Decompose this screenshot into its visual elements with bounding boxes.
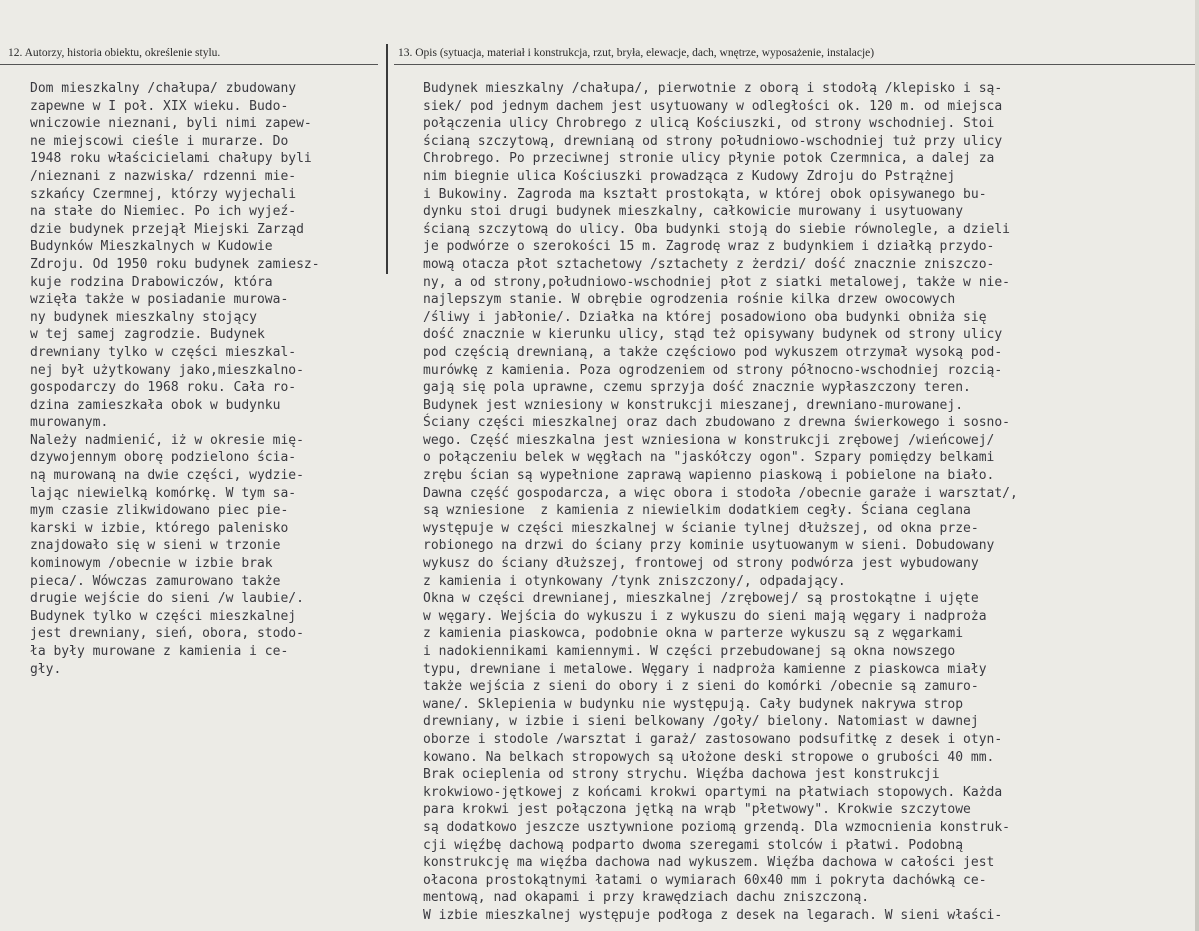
header-rule-right xyxy=(394,64,1199,65)
description-text-line: także wejścia z sieni do obory i z sieni do komórki /obecnie są zamuro- xyxy=(423,679,979,695)
description-text-line: nim biegnie ulica Kościuszki prowadząca z Kudowy Zdroju do Pstrążnej xyxy=(423,168,956,184)
description-text-line: wane/. Sklepienia w budynku nie występują. Cały budynek nakrywa strop xyxy=(423,696,964,712)
description-text-line: oborze i stodole /warsztat i garaż/ zastosowano podsufitkę z desek i otyn- xyxy=(423,731,1003,747)
description-text-line: gają się pola uprawne, czemu sprzyja dość znacznie wypłaszczony teren. xyxy=(423,380,971,396)
history-text-line: wzięła także w posiadanie murowa- xyxy=(30,292,289,308)
description-text-line: pod częścią drewnianą, a także częściowo pod wykuszem otrzymał wysoką pod- xyxy=(423,344,1003,360)
description-text-line: cji więźbę dachową podparto dwoma szeregami stolców i płatwi. Podobną xyxy=(423,837,964,853)
header-rule-left xyxy=(0,64,378,65)
history-text-line: gospodarczy do 1968 roku. Cała ro- xyxy=(30,380,297,396)
description-text-line: je podwórze o szerokości 15 m. Zagrodę wraz z budynkiem i działką przydo- xyxy=(423,239,995,255)
history-text-line: /nieznani z nazwiska/ rdzenni mie- xyxy=(30,168,297,184)
description-text-line: ścianą szczytową do ulicy. Oba budynki stoją do siebie równolegle, a dzieli xyxy=(423,221,1010,237)
description-text-line: i Bukowiny. Zagroda ma kształt prostokąta, w której obok opisywanego bu- xyxy=(423,186,987,202)
history-text-line: Budynek tylko w części mieszkalnej xyxy=(30,608,297,624)
history-text-line: szkańcy Czermnej, którzy wyjechali xyxy=(30,186,297,202)
description-text-line: o połączeniu belek w węgłach na "jaskółczy ogon". Szpary pomiędzy belkami xyxy=(423,450,995,466)
description-text-line: drewniany, w izbie i sieni belkowany /goły/ bielony. Natomiast w dawnej xyxy=(423,714,979,730)
history-text-line: Budynków Mieszkalnych w Kudowie xyxy=(30,239,273,255)
description-text-line: najlepszym stanie. W obrębie ogrodzenia rośnie kilka drzew owocowych xyxy=(423,292,956,308)
description-text-line: i nadokiennikami kamiennymi. W części przebudowanej są okna nowszego xyxy=(423,644,956,659)
description-text-line: wykusz do ściany dłuższej, frontowej od strony podwórza jest wybudowany xyxy=(423,556,979,572)
description-text-line: mową otacza płot sztachetowy /sztachety z żerdzi/ dość znacznie zniszczo- xyxy=(423,256,995,272)
history-text-column xyxy=(30,80,385,678)
description-text-line: Budynek mieszkalny /chałupa/, pierwotnie z oborą i stodołą /klepisko i są- xyxy=(423,81,1003,96)
history-text-line: Zdroju. Od 1950 roku budynek zamiesz- xyxy=(30,256,320,272)
description-text-line: ołacona prostokątnymi łatami o wymiarach 60x40 mm i pokryta dachówką ce- xyxy=(423,872,987,888)
history-text-line: karski w izbie, którego palenisko xyxy=(30,520,289,536)
description-text-line: W izbie mieszkalnej występuje podłoga z desek na legarach. W sieni właści- xyxy=(423,907,1003,923)
history-text-line: dzie budynek przejął Miejski Zarząd xyxy=(30,221,304,237)
description-text-line: Ściany części mieszkalnej oraz dach zbudowano z drewna świerkowego i sosno- xyxy=(423,415,1010,431)
description-text-line: /śliwy i jabłonie/. Działka na której posadowiono oba budynki obniża się xyxy=(423,309,987,325)
history-text-line: jest drewniany, sień, obora, stodo- xyxy=(30,626,304,642)
history-text-line: 1948 roku właścicielami chałupy byli xyxy=(30,151,312,167)
history-text-line: murowanym. xyxy=(30,415,109,431)
description-text-line: dynku stoi drugi budynek mieszkalny, całkowicie murowany i usytuowany xyxy=(423,204,964,220)
description-text-line: para krokwi jest połączona jętką na wrąb "płetwowy". Krokwie szczytowe xyxy=(423,802,971,818)
description-text-line: Okna w części drewnianej, mieszkalnej /zrębowej/ są prostokątne i ujęte xyxy=(423,591,979,607)
history-text-line: pieca/. Wówczas zamurowano także xyxy=(30,573,281,589)
history-text-line: ną murowaną na dwie części, wydzie- xyxy=(30,468,304,484)
description-text-line: w węgary. Wejścia do wykuszu i z wykuszu do sieni mają węgary i nadproża xyxy=(423,608,987,624)
description-text-line: są dodatkowo jeszcze usztywnione poziomą grzendą. Dla wzmocnienia konstruk- xyxy=(423,819,1010,835)
column-divider xyxy=(386,44,388,274)
history-text-line: dzina zamieszkała obok w budynku xyxy=(30,397,281,413)
history-text-line: zapewne w I poł. XIX wieku. Budo- xyxy=(30,98,289,114)
history-text-line: znajdowało się w sieni w trzonie xyxy=(30,538,281,554)
description-text-line: dość znacznie w kierunku ulicy, stąd też opisywany budynek od strony ulicy xyxy=(423,327,1003,343)
history-text-line: w tej samej zagrodzie. Budynek xyxy=(30,327,265,343)
history-text-line: na stałe do Niemiec. Po ich wyjeź- xyxy=(30,204,297,220)
history-text-line: drugie wejście do sieni /w laubie/. xyxy=(30,591,304,607)
description-text-line: kowano. Na belkach stropowych są ułożone deski stropowe o grubości 40 mm. xyxy=(423,749,995,765)
history-text-line: ła były murowane z kamienia i ce- xyxy=(30,644,289,659)
description-text-line: Dawna część gospodarcza, a więc obora i stodoła /obecnie garaże i warsztat/, xyxy=(423,485,1018,501)
description-text-line: Budynek jest wzniesiony w konstrukcji mieszanej, drewniano-murowanej. xyxy=(423,397,964,413)
history-text-line: kominowym /obecnie w izbie brak xyxy=(30,556,273,572)
history-text-line: Należy nadmienić, iż w okresie mię- xyxy=(30,432,304,448)
description-text-line: z kamienia i otynkowany /tynk zniszczony/, odpadający. xyxy=(423,573,846,589)
history-text-line: wniczowie nieznani, byli nimi zapew- xyxy=(30,116,312,132)
history-text-line: mym czasie zlikwidowano piec pie- xyxy=(30,503,289,519)
section-13-header: 13. Opis (sytuacja, materiał i konstrukcja, rzut, bryła, elewacje, dach, wnętrze, wyposażenie, instalacje) xyxy=(398,47,875,59)
description-text-line: konstrukcję ma więźba dachowa nad wykuszem. Więźba dachowa w całości jest xyxy=(423,855,995,871)
history-text-line: gły. xyxy=(30,661,62,677)
description-text-line: są wzniesione z kamienia z niewielkim dodatkiem cegły. Ściana ceglana xyxy=(423,503,971,519)
description-text-line: wego. Część mieszkalna jest wzniesiona w konstrukcji zrębowej /wieńcowej/ xyxy=(423,432,995,448)
description-text-line: występuje w części mieszkalnej w ścianie tylnej dłuższej, od okna prze- xyxy=(423,520,979,536)
description-text-line: Brak ocieplenia od strony strychu. Więźba dachowa jest konstrukcji xyxy=(423,767,940,783)
page-edge xyxy=(1195,0,1199,931)
description-text-line: murówkę z kamienia. Poza ogrodzeniem od strony północno-wschodniej rozcią- xyxy=(423,362,1003,378)
description-text-line: krokwiowo-jętkowej z końcami krokwi opartymi na płatwiach stopowych. Każda xyxy=(423,784,1003,800)
history-text-line: nej był użytkowany jako,mieszkalno- xyxy=(30,362,304,378)
description-text-line: zrębu ścian są wypełnione zaprawą wapienno piaskową i pobielone na biało. xyxy=(423,468,995,484)
description-text-line: robionego na drzwi do ściany przy kominie usytuowanym w sieni. Dobudowany xyxy=(423,538,995,554)
history-text-line: dzywojennym oborę podzielono ścia- xyxy=(30,450,297,466)
history-text-line: Dom mieszkalny /chałupa/ zbudowany xyxy=(30,81,297,96)
description-text-line: mentową, nad okapami i przy krawędziach dachu zniszczoną. xyxy=(423,890,870,906)
history-text-line: kuje rodzina Drabowiczów, która xyxy=(30,274,273,290)
description-text-line: ny, a od strony,południowo-wschodniej płot z siatki metalowej, także w nie- xyxy=(423,274,1010,290)
description-text-line: połączenia ulicy Chrobrego z ulicą Kościuszki, od strony wschodniej. Stoi xyxy=(423,116,995,132)
history-text-line: ny budynek mieszkalny stojący xyxy=(30,309,257,325)
description-text-line: ścianą szczytową, drewnianą od strony południowo-wschodniej tuż przy ulicy xyxy=(423,133,1003,149)
description-text-line: siek/ pod jednym dachem jest usytuowany w odległości ok. 120 m. od miejsca xyxy=(423,98,1003,114)
description-text-column xyxy=(423,80,1193,925)
history-text-line: ne miejscowi cieśle i murarze. Do xyxy=(30,133,289,149)
description-text-line: Chrobrego. Po przeciwnej stronie ulicy płynie potok Czermnica, a dalej za xyxy=(423,151,995,167)
section-12-header: 12. Autorzy, historia obiektu, określenie stylu. xyxy=(8,47,221,59)
history-text-line: lając niewielką komórkę. W tym sa- xyxy=(30,485,297,501)
history-text-line: drewniany tylko w części mieszkal- xyxy=(30,344,297,360)
description-text-line: typu, drewniane i metalowe. Węgary i nadproża kamienne z piaskowca miały xyxy=(423,661,987,677)
description-text-line: z kamienia piaskowca, podobnie okna w parterze wykuszu są z węgarkami xyxy=(423,626,964,642)
